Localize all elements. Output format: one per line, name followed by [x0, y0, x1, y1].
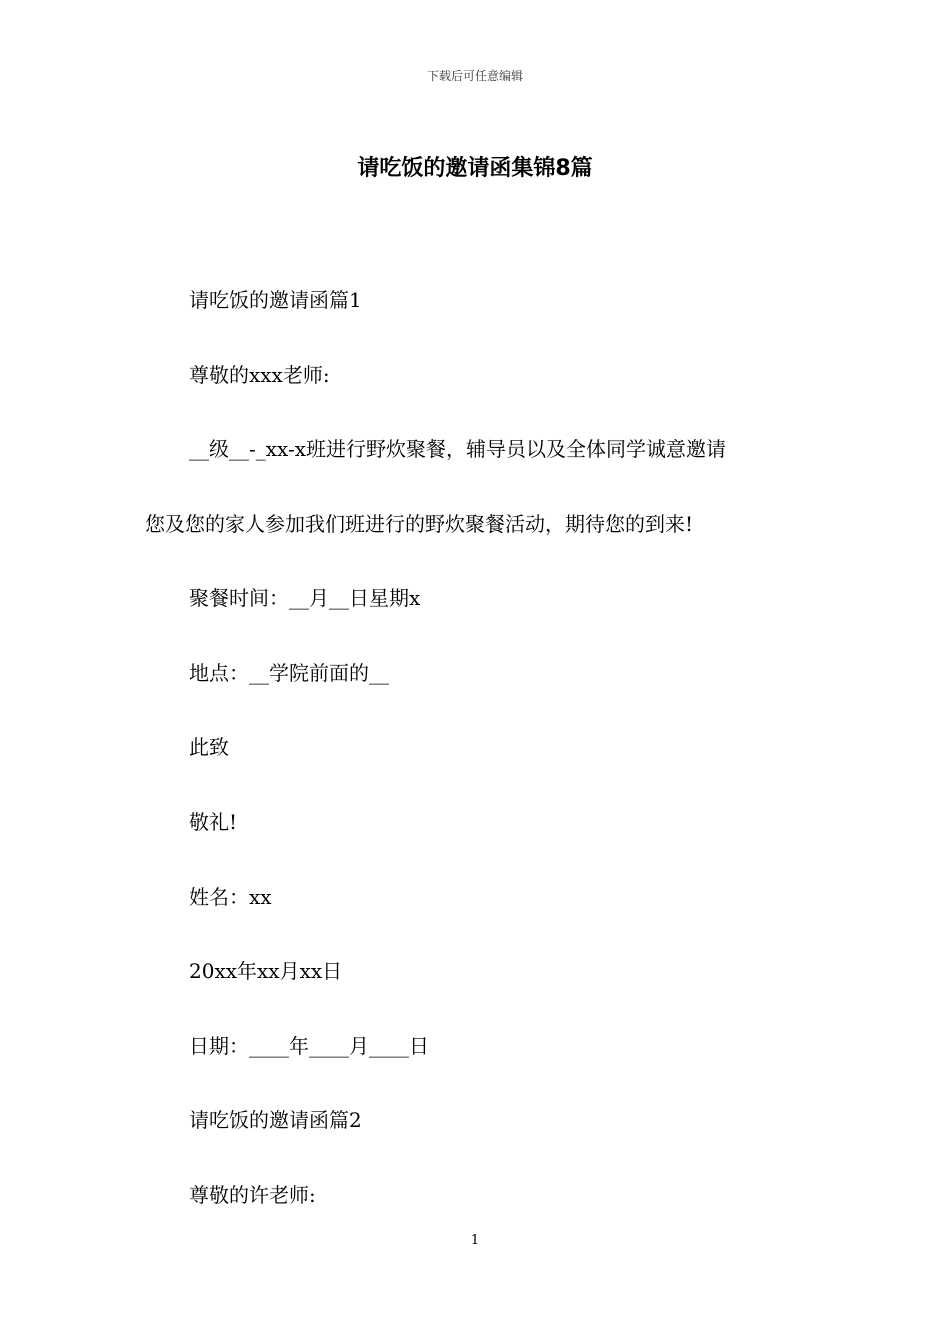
section-heading-1: 请吃饭的邀请函篇1: [189, 288, 362, 312]
document-title: 请吃饭的邀请函集锦8篇: [357, 156, 593, 181]
salutation: 尊敬的xxx老师:: [189, 363, 330, 387]
body-paragraph-line-2: 您及您的家人参加我们班进行的野炊聚餐活动，期待您的到来!: [145, 512, 694, 536]
page-number: 1: [470, 1233, 480, 1248]
body-paragraph-line-1: __级__-_xx-x班进行野炊聚餐，辅导员以及全体同学诚意邀请: [189, 437, 727, 461]
header-note: 下载后可任意编辑: [426, 69, 523, 83]
salutation-2: 尊敬的许老师:: [189, 1183, 316, 1207]
closing-line-2: 敬礼!: [189, 810, 238, 834]
location-line: 地点：__学院前面的__: [189, 661, 389, 685]
dinner-time-line: 聚餐时间：__月__日星期x: [189, 586, 421, 610]
signature-name-line: 姓名：xx: [189, 885, 272, 909]
date-blank-line: 日期：____年____月____日: [189, 1034, 429, 1058]
signature-date-line: 20xx年xx月xx日: [189, 959, 343, 983]
section-heading-2: 请吃饭的邀请函篇2: [189, 1108, 362, 1132]
closing-line-1: 此致: [189, 735, 229, 759]
